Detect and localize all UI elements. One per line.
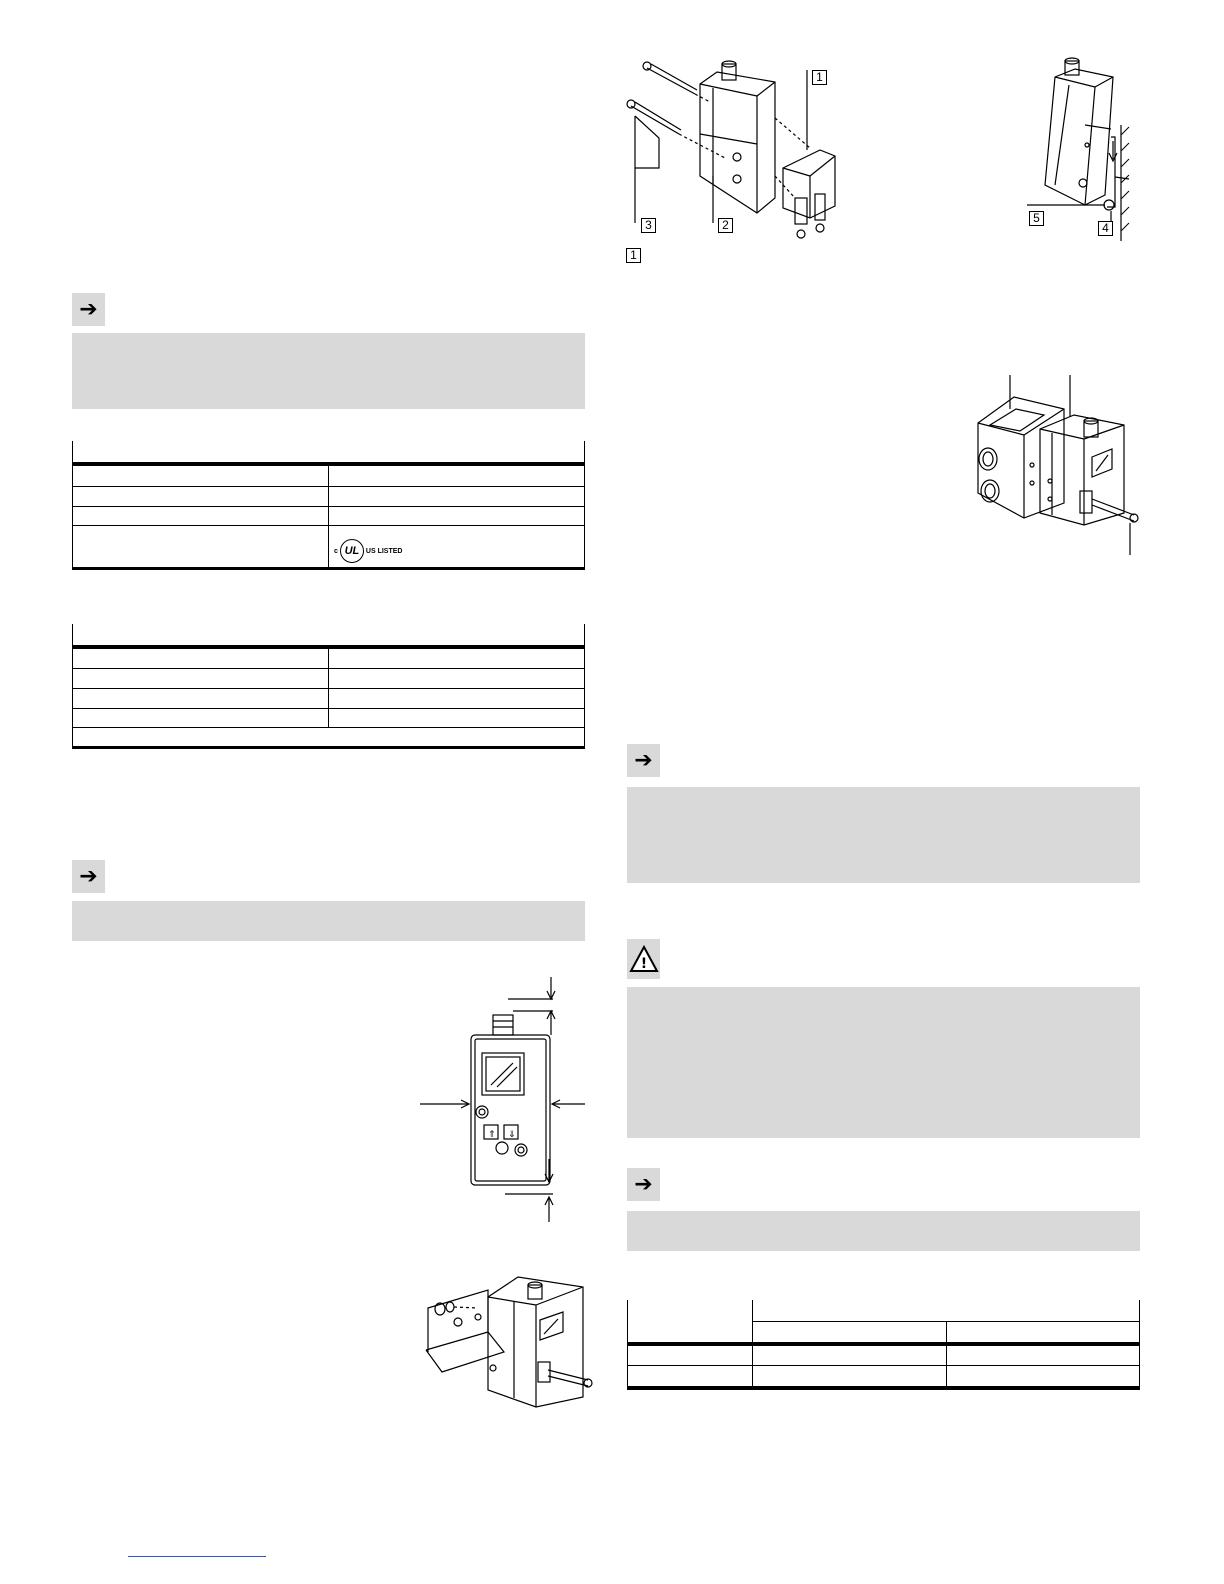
svg-text:⇓: ⇓ — [508, 1130, 516, 1140]
note-arrow-icon: ➔ — [72, 860, 105, 893]
svg-text:⇑: ⇑ — [488, 1130, 496, 1140]
svg-text:!: ! — [640, 956, 647, 972]
note-box — [72, 901, 585, 941]
callout-1-bottom: 1 — [626, 248, 641, 263]
bracket-mount-drawing — [418, 1272, 598, 1412]
footer-link[interactable] — [128, 1556, 266, 1557]
manifold-block-drawing — [974, 373, 1144, 558]
front-view-drawing — [415, 975, 590, 1225]
note-box — [72, 333, 585, 409]
callout-5: 5 — [1029, 211, 1044, 226]
exploded-mounting-drawing — [625, 58, 865, 248]
callout-2: 2 — [718, 218, 733, 233]
note-arrow-icon: ➔ — [72, 293, 105, 326]
ul-mark-right: US LISTED — [365, 547, 403, 555]
note-box — [627, 1211, 1140, 1251]
callout-3: 3 — [641, 218, 656, 233]
warning-tab — [627, 939, 660, 979]
note-arrow-icon: ➔ — [627, 744, 660, 777]
warning-triangle-icon — [629, 945, 659, 973]
ul-mark-left: c — [334, 547, 338, 555]
ul-listed-mark — [334, 539, 402, 563]
note-box — [627, 787, 1140, 883]
callout-1: 1 — [812, 70, 827, 85]
note-arrow-icon: ➔ — [627, 1168, 660, 1201]
ul-logo-icon: UL — [340, 539, 364, 563]
warning-box — [627, 987, 1140, 1138]
callout-4: 4 — [1098, 221, 1113, 236]
